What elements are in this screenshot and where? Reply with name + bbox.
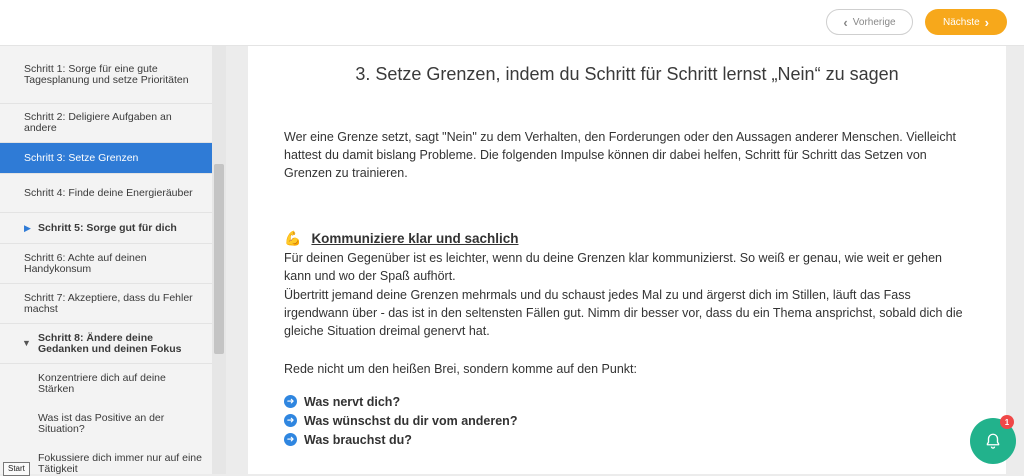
sidebar-item-label: Fokussiere dich immer nur auf eine Tätigkeit (38, 452, 202, 474)
sidebar-item-label: Schritt 2: Deligiere Aufgaben an andere (24, 111, 172, 134)
sidebar-subitem-focus[interactable] (0, 444, 212, 474)
flexed-biceps-icon: 💪 (284, 230, 302, 246)
sidebar-item-label: Schritt 7: Akzeptiere, dass du Fehler machst (24, 291, 193, 315)
sidebar-item-label: Schritt 3: Setze Grenzen (24, 151, 139, 164)
previous-button-label: Vorherige (852, 16, 896, 28)
sidebar-item-step-8[interactable] (0, 324, 212, 364)
list-item-text: Was brauchst du? (304, 432, 412, 447)
list-item (284, 392, 684, 411)
paragraph-2: Übertritt jemand deine Grenzen mehrmals und du schaust jedes Mal zu und ärgerst dich im Stillen, läuft das Fass irgendwann über - das ist in den seltensten Fällen gut. Nimm dir besser vor, dass du ein Thema ansprichst, sobald dich die gleiche Situation dreimal genervt hat. (284, 288, 963, 338)
list-item-text: Was wünschst du dir vom anderen? (304, 413, 518, 428)
list-item-text: Was nervt dich? (304, 394, 401, 409)
section-heading (284, 230, 519, 247)
sidebar-item-label: Schritt 4: Finde deine Energieräuber (24, 186, 193, 199)
sidebar-item-step-3[interactable] (0, 143, 212, 174)
paragraph-3: Rede nicht um den heißen Brei, sondern komme auf den Punkt: (284, 362, 637, 376)
sidebar-item-label: Schritt 1: Sorge für eine gute Tagesplanung und setze Prioritäten (24, 62, 189, 86)
bullet-list (284, 392, 684, 449)
top-navigation-bar (0, 0, 1024, 46)
chevron-left-icon: ‹ (843, 14, 848, 30)
sidebar-item-step-2[interactable] (0, 104, 212, 143)
notification-badge: 1 (1000, 415, 1014, 429)
next-button-label: Nächste (942, 16, 980, 28)
sidebar-item-step-1[interactable] (0, 46, 212, 104)
arrow-right-icon: ➜ (284, 395, 297, 408)
page-title: 3. Setze Grenzen, indem du Schritt für Schritt lernst „Nein“ zu sagen (355, 64, 899, 84)
sidebar-item-step-6[interactable] (0, 244, 212, 284)
start-tooltip: Start (3, 462, 30, 476)
sidebar-subitem-positive[interactable] (0, 404, 212, 444)
sidebar-subitem-strengths[interactable] (0, 364, 212, 404)
sidebar-item-label: Schritt 6: Achte auf deinen Handykonsum (24, 251, 147, 275)
bell-icon (984, 432, 1002, 450)
list-item (284, 411, 684, 430)
sidebar-scrollbar-thumb[interactable] (214, 164, 224, 354)
list-item (284, 430, 684, 449)
section-heading-text: Kommuniziere klar und sachlich (311, 231, 519, 246)
intro-paragraph: Wer eine Grenze setzt, sagt "Nein" zu dem Verhalten, den Forderungen oder den Aussagen anderer Menschen. Vielleicht hattest du damit bislang Probleme. Die folgenden Impulse können dir dabei helfen, Schritt für Schritt das Setzen von Grenzen zu trainieren. (284, 130, 957, 180)
paragraph-1: Für deinen Gegenüber ist es leichter, wenn du deine Grenzen klar kommunizierst. So weiß er genau, wie weit er gehen kann und wo der Spaß aufhört. (284, 251, 942, 283)
caret-down-icon: ▼ (22, 338, 31, 348)
sidebar-item-label: Was ist das Positive an der Situation? (38, 412, 165, 435)
sidebar-item-label: Schritt 8: Ändere deine Gedanken und deinen Fokus (38, 331, 182, 355)
next-button[interactable] (925, 9, 1007, 35)
chevron-right-icon: › (984, 14, 990, 30)
sidebar (0, 46, 226, 474)
arrow-right-icon: ➜ (284, 414, 297, 427)
caret-right-icon: ▶ (24, 222, 31, 233)
content-panel (248, 46, 1006, 474)
sidebar-item-step-4[interactable] (0, 174, 212, 213)
arrow-right-icon: ➜ (284, 433, 297, 446)
sidebar-item-step-5[interactable] (0, 213, 212, 244)
previous-button[interactable] (826, 9, 913, 35)
sidebar-item-label: Konzentriere dich auf deine Stärken (38, 372, 166, 395)
sidebar-item-step-7[interactable] (0, 284, 212, 324)
sidebar-item-label: Schritt 5: Sorge gut für dich (38, 221, 177, 234)
